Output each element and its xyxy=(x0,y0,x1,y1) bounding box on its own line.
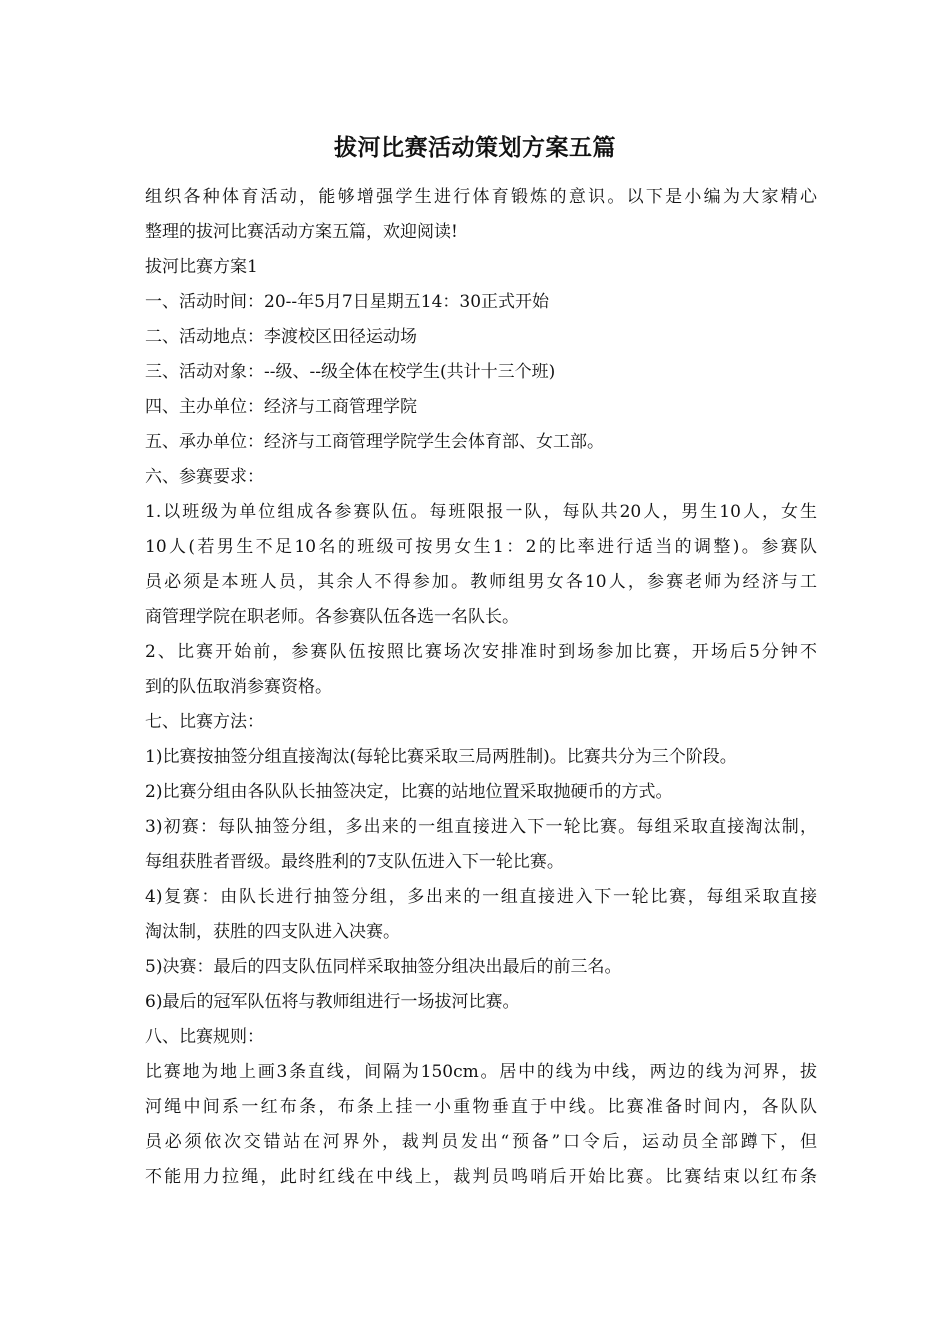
text-line: 4)复赛：由队长进行抽签分组，多出来的一组直接进入下一轮比赛，每组采取直接 xyxy=(145,887,817,907)
text-line: 二、活动地点：李渡校区田径运动场 xyxy=(145,327,417,347)
text-line: 三、活动对象：--级、--级全体在校学生(共计十三个班) xyxy=(145,362,556,382)
text-line: 淘汰制，获胜的四支队进入决赛。 xyxy=(145,922,400,942)
text-line: 1.以班级为单位组成各参赛队伍。每班限报一队，每队共20人，男生10人，女生 xyxy=(145,502,817,522)
text-line: 组织各种体育活动，能够增强学生进行体育锻炼的意识。以下是小编为大家精心 xyxy=(145,187,817,207)
text-line: 10人(若男生不足10名的班级可按男女生1：2的比率进行适当的调整)。参赛队 xyxy=(145,537,817,557)
text-line: 2、比赛开始前，参赛队伍按照比赛场次安排准时到场参加比赛，开场后5分钟不 xyxy=(145,642,817,662)
text-line: 河绳中间系一红布条，布条上挂一小重物垂直于中线。比赛准备时间内，各队队 xyxy=(145,1097,817,1117)
text-line: 2)比赛分组由各队队长抽签决定，比赛的站地位置采取抛硬币的方式。 xyxy=(145,782,673,802)
text-line: 到的队伍取消参赛资格。 xyxy=(145,677,332,697)
text-line: 5)决赛：最后的四支队伍同样采取抽签分组决出最后的前三名。 xyxy=(145,957,622,977)
text-line: 员必须依次交错站在河界外，裁判员发出“预备”口令后，运动员全部蹲下，但 xyxy=(145,1132,817,1152)
text-line: 拔河比赛方案1 xyxy=(145,257,258,277)
text-line: 五、承办单位：经济与工商管理学院学生会体育部、女工部。 xyxy=(145,432,604,452)
text-line: 整理的拔河比赛活动方案五篇，欢迎阅读! xyxy=(145,222,458,242)
text-line: 一、活动时间：20--年5月7日星期五14：30正式开始 xyxy=(145,292,550,312)
text-line: 6)最后的冠军队伍将与教师组进行一场拔河比赛。 xyxy=(145,992,520,1012)
text-line: 比赛地为地上画3条直线，间隔为150cm。居中的线为中线，两边的线为河界，拔 xyxy=(145,1062,817,1082)
text-line: 员必须是本班人员，其余人不得参加。教师组男女各10人，参赛老师为经济与工 xyxy=(145,572,817,592)
text-line: 商管理学院在职老师。各参赛队伍各选一名队长。 xyxy=(145,607,519,627)
text-line: 不能用力拉绳，此时红线在中线上，裁判员鸣哨后开始比赛。比赛结束以红布条 xyxy=(145,1167,817,1187)
text-line: 七、比赛方法： xyxy=(145,712,264,732)
text-line: 八、比赛规则： xyxy=(145,1027,264,1047)
text-line: 3)初赛：每队抽签分组，多出来的一组直接进入下一轮比赛。每组采取直接淘汰制， xyxy=(145,817,817,837)
document-body xyxy=(145,180,817,1195)
text-line: 六、参赛要求： xyxy=(145,467,264,487)
document-title: 拔河比赛活动策划方案五篇 xyxy=(334,134,616,161)
text-line: 四、主办单位：经济与工商管理学院 xyxy=(145,397,417,417)
text-line: 每组获胜者晋级。最终胜利的7支队伍进入下一轮比赛。 xyxy=(145,852,564,872)
text-line: 1)比赛按抽签分组直接淘汰(每轮比赛采取三局两胜制)。比赛共分为三个阶段。 xyxy=(145,747,737,767)
